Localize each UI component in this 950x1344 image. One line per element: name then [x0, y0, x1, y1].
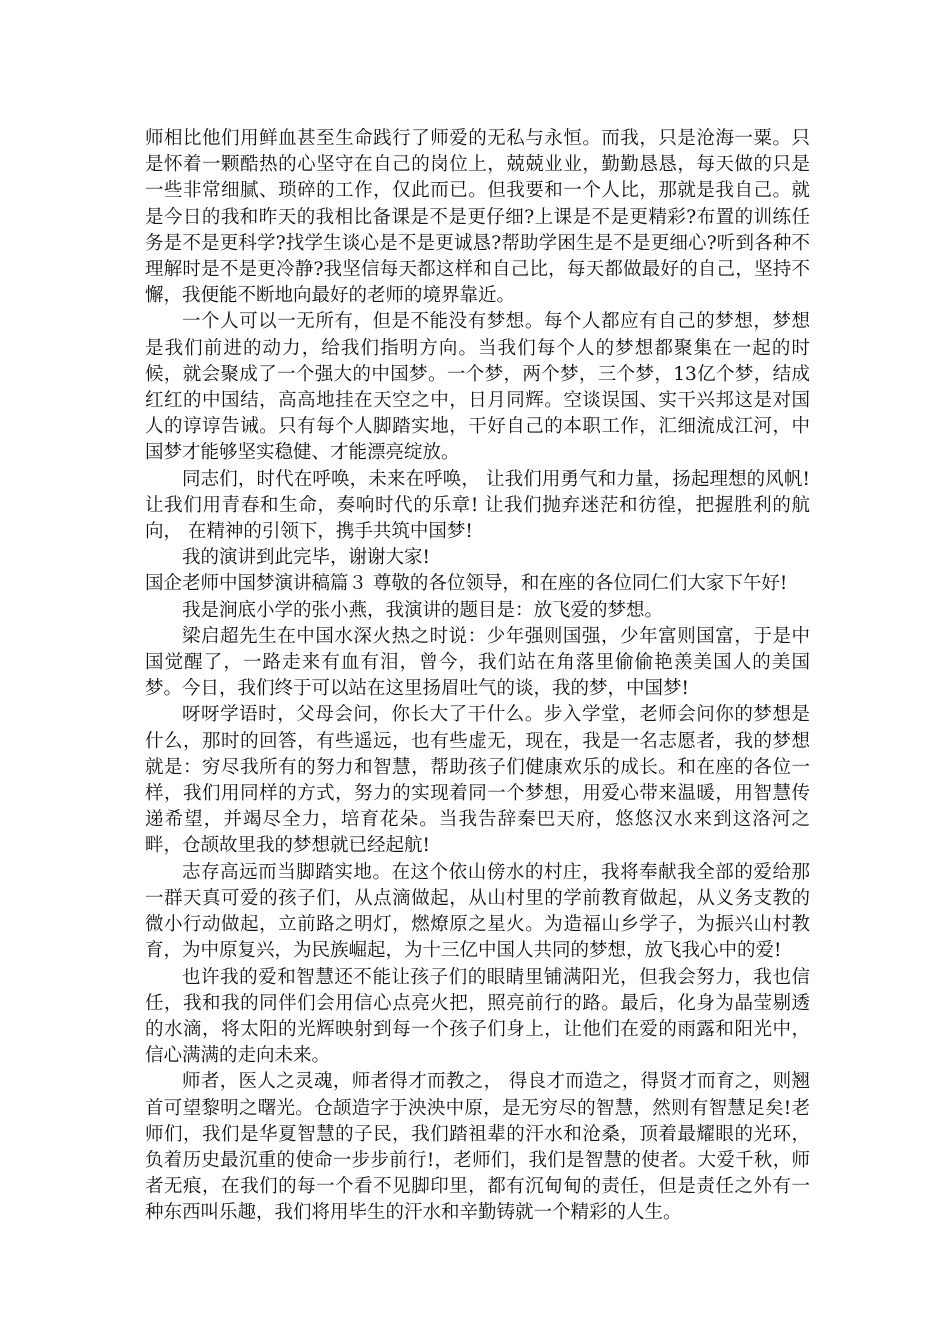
- document-body: [145, 126, 810, 1227]
- paragraph-6: 梁启超先生在中国水深火热之时说：少年强则国强，少年富则国富，于是中国觉醒了，一路走来有血有泪，曾今，我们站在角落里偷偷艳羡美国人的美国梦。今日，我们终于可以站在这里扬眉吐气的谈，我的梦，中国梦!: [145, 625, 810, 700]
- paragraph-2: 一个人可以一无所有，但是不能没有梦想。每个人都应有自己的梦想，梦想是我们前进的动力，给我们指明方向。当我们每个人的梦想都聚集在一起的时候，就会聚成了一个强大的中国梦。一个梦，两个梦，三个梦，13亿个梦，结成红红的中国结，高高地挂在天空之中，日月同辉。空谈误国、实干兴邦这是对国人的谆谆告诫。只有每个人脚踏实地，干好自己的本职工作，汇细流成江河，中国梦才能够坚实稳健、才能漂亮绽放。: [145, 311, 810, 464]
- paragraph-5: 我是涧底小学的张小燕，我演讲的题目是：放飞爱的梦想。: [182, 599, 664, 621]
- paragraph-9: 也许我的爱和智慧还不能让孩子们的眼睛里铺满阳光，但我会努力，我也信任，我和我的同伴们会用信心点亮火把，照亮前行的路。最后，化身为晶莹剔透的水滴，将太阳的光辉映射到每一个孩子们身上，让他们在爱的雨露和阳光中，信心满满的走向未来。: [145, 966, 810, 1067]
- section-heading-line: 国企老师中国梦演讲稿篇３ 尊敬的各位领导，和在座的各位同仁们大家下午好!: [145, 573, 788, 595]
- paragraph-8: 志存高远而当脚踏实地。在这个依山傍水的村庄，我将奉献我全部的爱给那一群天真可爱的孩子们，从点滴做起，从山村里的学前教育做起，从义务支教的微小行动做起，立前路之明灯，燃燎原之星火。为造福山乡学子，为振兴山村教育，为中原复兴，为民族崛起，为十三亿中国人共同的梦想，放飞我心中的爱!: [145, 861, 810, 962]
- paragraph-10: 师者，医人之灵魂，师者得才而教之， 得良才而造之，得贤才而育之，则翘首可望黎明之曙光。仓颉造字于泱泱中原，是无穷尽的智慧，然则有智慧足矣!老师们，我们是华夏智慧的子民，我们踏祖辈的汗水和沧桑，顶着最耀眼的光环，负着历史最沉重的使命一步步前行!，老师们，我们是智慧的使者。大爱千秋，师者无痕，在我们的每一个看不见脚印里，都有沉甸甸的责任，但是责任之外有一种东西叫乐趣，我们将用毕生的汗水和辛勤铸就一个精彩的人生。: [145, 1071, 811, 1224]
- paragraph-4: 我的演讲到此完毕，谢谢大家!: [182, 547, 430, 569]
- paragraph-7: 呀呀学语时，父母会问，你长大了干什么。步入学堂，老师会问你的梦想是什么，那时的回答，有些遥远，也有些虚无，现在，我是一名志愿者，我的梦想就是：穷尽我所有的努力和智慧，帮助孩子们健康欢乐的成长。和在座的各位一样，我们用同样的方式，努力的实现着同一个梦想，用爱心带来温暖，用智慧传递希望，并竭尽全力，培育花朵。当我告辞秦巴天府，悠悠汉水来到这洛河之畔，仓颉故里我的梦想就已经起航!: [145, 704, 810, 857]
- paragraph-3: 同志们，时代在呼唤，未来在呼唤， 让我们用勇气和力量，扬起理想的风帆! 让我们用青春和生命，奏响时代的乐章! 让我们抛弃迷茫和彷徨，把握胜利的航向， 在精神的引领下，携手共筑中国梦!: [145, 468, 810, 543]
- paragraph-1: 师相比他们用鲜血甚至生命践行了师爱的无私与永恒。而我，只是沧海一粟。只是怀着一颗酷热的心坚守在自己的岗位上，兢兢业业，勤勤恳恳，每天做的只是一些非常细腻、琐碎的工作，仅此而已。但我要和一个人比，那就是我自己。就是今日的我和昨天的我相比备课是不是更仔细?上课是不是更精彩?布置的训练任务是不是更科学?找学生谈心是不是更诚恳?帮助学困生是不是更细心?听到各种不理解时是不是更冷静?我坚信每天都这样和自己比，每天都做最好的自己，坚持不懈，我便能不断地向最好的老师的境界靠近。: [145, 128, 810, 307]
